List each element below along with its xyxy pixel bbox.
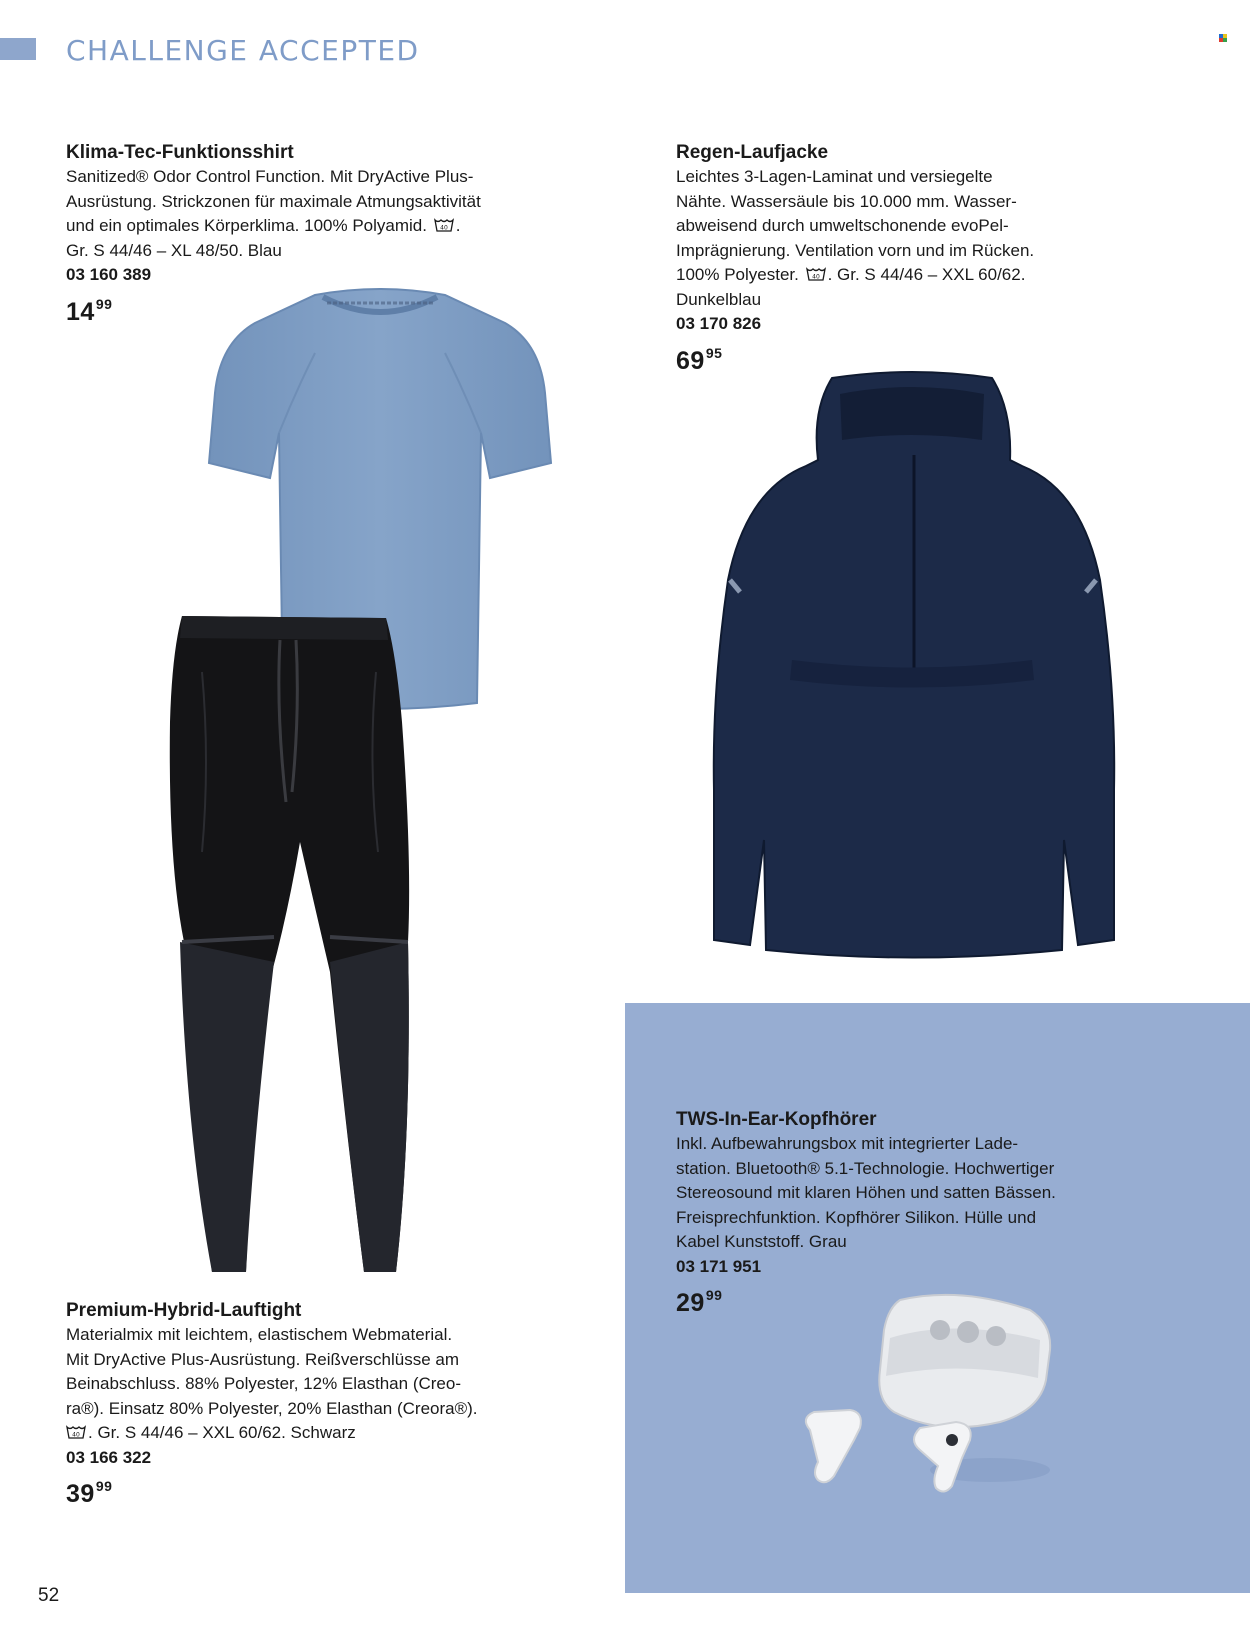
product-description-line: Leichtes 3-Lagen-Laminat und versiegelte bbox=[676, 167, 993, 186]
product-description-line: Inkl. Aufbewahrungsbox mit integrierter Lade- bbox=[676, 1134, 1019, 1153]
product-description-tail: . Gr. S 44/46 – XXL 60/62. Schwarz bbox=[88, 1423, 356, 1442]
product-description-tail: . Gr. S 44/46 – XXL 60/62. bbox=[827, 265, 1026, 284]
product-price bbox=[66, 1478, 546, 1509]
tights-image bbox=[150, 612, 425, 1277]
product-price bbox=[66, 296, 536, 327]
product-article-number: 03 166 322 bbox=[66, 1447, 152, 1467]
product-description-line: 100% Polyester. bbox=[676, 265, 799, 284]
price-euros: 39 bbox=[66, 1480, 95, 1508]
product-description-line: Beinabschluss. 88% Polyester, 12% Elasthan (Creo- bbox=[66, 1374, 461, 1393]
svg-text:40: 40 bbox=[439, 224, 448, 232]
product-description-line: station. Bluetooth® 5.1-Technologie. Hochwertiger bbox=[676, 1158, 1055, 1178]
product-description-line: Kabel Kunststoff. Grau bbox=[676, 1232, 847, 1251]
price-cents: 99 bbox=[95, 1478, 113, 1494]
page-section-title: CHALLENGE ACCEPTED bbox=[66, 34, 420, 67]
product-description-line: Dunkelblau bbox=[676, 289, 762, 309]
product-description-line: Materialmix mit leichtem, elastischem Webmaterial. bbox=[66, 1325, 453, 1344]
product-title: Klima-Tec-Funktionsshirt bbox=[66, 142, 294, 163]
price-euros: 29 bbox=[676, 1289, 705, 1317]
price-euros: 69 bbox=[676, 346, 705, 375]
wash-40-icon bbox=[434, 218, 454, 233]
product-description-line: Imprägnierung. Ventilation vorn und im Rücken. bbox=[676, 240, 1035, 260]
product-description-line: Ausrüstung. Strickzonen für maximale Atmungsaktivität bbox=[66, 191, 481, 211]
product-description-line: Mit DryActive Plus-Ausrüstung. Reißverschlüsse am bbox=[66, 1349, 460, 1369]
product-title: Regen-Laufjacke bbox=[676, 142, 829, 163]
product-description-line: Freisprechfunktion. Kopfhörer Silikon. Hülle und bbox=[676, 1207, 1037, 1227]
product-price bbox=[676, 345, 1096, 376]
header-accent-bar bbox=[0, 38, 36, 60]
price-cents: 99 bbox=[95, 295, 113, 312]
product-tights bbox=[66, 1298, 546, 1509]
product-article-number: 03 170 826 bbox=[676, 314, 762, 333]
product-title: Premium-Hybrid-Lauftight bbox=[66, 1300, 302, 1321]
product-description-line: Stereosound mit klaren Höhen und satten Bässen. bbox=[676, 1183, 1056, 1202]
product-description-line: abweisend durch umweltschonende evoPel- bbox=[676, 216, 1009, 235]
price-euros: 14 bbox=[66, 297, 95, 326]
product-title: TWS-In-Ear-Kopfhörer bbox=[676, 1109, 877, 1130]
page-number: 52 bbox=[38, 1585, 60, 1606]
product-earbuds bbox=[676, 1107, 1126, 1318]
product-description-line: Gr. S 44/46 – XL 48/50. Blau bbox=[66, 240, 282, 260]
product-description-line: ra®). Einsatz 80% Polyester, 20% Elasthan (Creora®). bbox=[66, 1398, 478, 1418]
svg-text:40: 40 bbox=[811, 273, 820, 281]
corner-color-mark bbox=[1219, 34, 1227, 42]
product-price bbox=[676, 1287, 1126, 1318]
product-description-line: Nähte. Wassersäule bis 10.000 mm. Wasser- bbox=[676, 191, 1017, 211]
product-description-line: und ein optimales Körperklima. 100% Polyamid. bbox=[66, 216, 427, 235]
product-description-tail: . bbox=[455, 216, 461, 235]
price-cents: 95 bbox=[705, 344, 723, 361]
wash-40-icon bbox=[66, 1425, 86, 1440]
price-cents: 99 bbox=[705, 1287, 723, 1303]
product-shirt bbox=[66, 140, 536, 327]
wash-40-icon bbox=[806, 267, 826, 282]
product-article-number: 03 160 389 bbox=[66, 265, 152, 284]
jacket-image bbox=[712, 370, 1117, 960]
earbuds-image bbox=[790, 1290, 1060, 1500]
product-description-line: Sanitized® Odor Control Function. Mit DryActive Plus- bbox=[66, 167, 474, 186]
svg-text:40: 40 bbox=[72, 1431, 80, 1439]
product-jacket bbox=[676, 140, 1096, 376]
product-article-number: 03 171 951 bbox=[676, 1256, 762, 1276]
